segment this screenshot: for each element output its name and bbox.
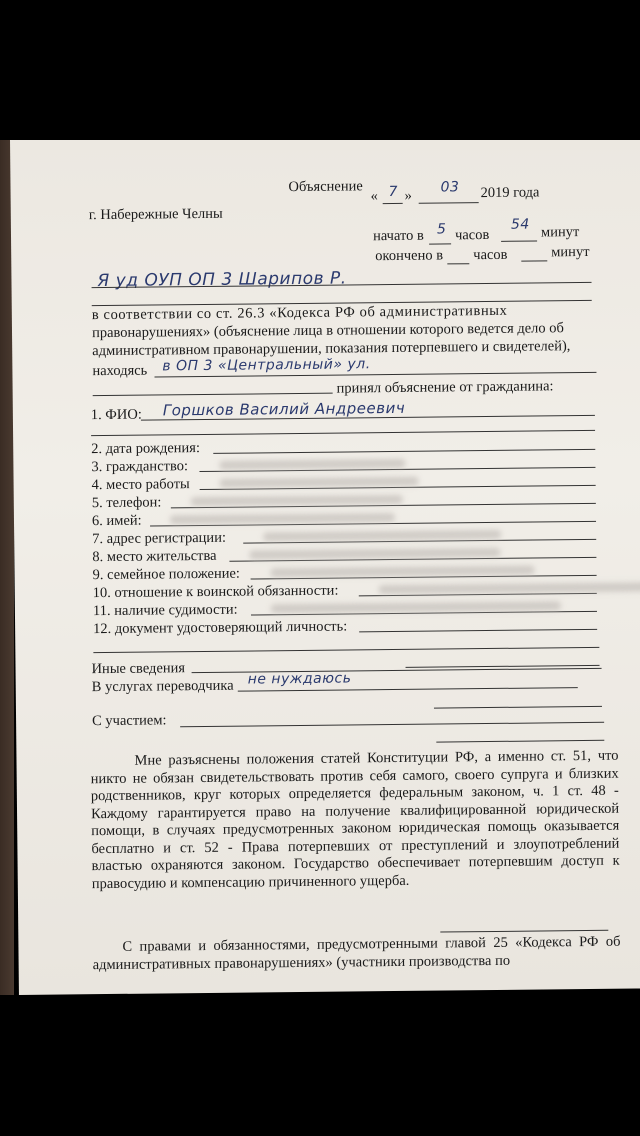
field-label-9: 9. семейное положение:: [92, 565, 240, 584]
translator-line: [238, 687, 578, 692]
location-line-2: [93, 393, 333, 397]
redaction-blur: [379, 582, 640, 594]
translator-handwriting: не нуждаюсь: [247, 670, 352, 688]
document-photo: [0, 140, 640, 995]
field-line-1b: [91, 430, 595, 436]
ended-minutes-word: минут: [551, 243, 590, 261]
location-label: находясь: [92, 362, 148, 380]
field-label-8: 8. место жительства: [92, 547, 217, 566]
field-label-12: 12. документ удостоверяющий личность:: [93, 618, 348, 638]
started-label: начато в: [372, 227, 424, 245]
date-month: 03: [440, 179, 460, 196]
participation-line-2: [436, 740, 604, 743]
legal-intro-line-2: правонарушениях» (объяснение лица в отношении которого ведется дело об: [91, 320, 564, 342]
field-value-1: Горшков Василий Андреевич: [162, 398, 406, 420]
legal-intro-line-1: в соответствии со ст. 26.3 «Кодекса РФ об административных: [91, 302, 508, 324]
rights-paragraph: Мне разъяснены положения статей Конституции РФ, а именно ст. 51, что никто не обязан свидетельствовать против себя самого, своего супруга и близких родственников, круг которых определяется федеральным законом, ч. 1 ст. 48 - Каждому гарантируется право на получение квалифицированной юридической помощи, в случаях предусмотренных законом юридическая помощь оказывается бесплатно и ст. 52 - Права потерпевших от преступлений и злоупотреблений властью охраняются законом. Государство обеспечивает потерпевшим доступ к правосудию и компенсацию причиненного ущерба.: [90, 747, 620, 892]
date-month-line: [419, 202, 479, 204]
started-minutes-word: минут: [540, 224, 580, 241]
location-handwriting: в ОП 3 «Центральный» ул.: [162, 356, 371, 375]
rights-signature-line: [440, 930, 608, 933]
field-label-3: 3. гражданство:: [91, 458, 189, 476]
field-label-10: 10. отношение к воинской обязанности:: [92, 582, 339, 602]
field-line-12: [359, 629, 597, 632]
field-label-4: 4. место работы: [91, 476, 190, 494]
date-open-quote: «: [370, 188, 378, 205]
legal-intro-line-3: административном правонарушении, показания потерпевшего и свидетелей),: [92, 338, 571, 360]
participation-line: [180, 722, 604, 727]
officer-handwriting: Я уд ОУП ОП 3 Шарипов Р.: [97, 268, 347, 292]
translator-label: В услугах переводчика: [91, 677, 234, 696]
started-minute-line: [501, 240, 537, 241]
started-minute: 54: [510, 216, 530, 233]
field-label-2: 2. дата рождения:: [91, 440, 201, 458]
received-label: принял объяснение от гражданина:: [336, 378, 554, 397]
field-label-11: 11. наличие судимости:: [92, 601, 238, 620]
field-line-2: [213, 449, 595, 454]
city-label: г. Набережные Челны: [88, 205, 223, 224]
field-label-7: 7. адрес регистрации:: [92, 529, 227, 548]
date-year: 2019 года: [480, 184, 540, 202]
ended-hours-word: часов: [473, 246, 508, 264]
document-title: Объяснение: [288, 178, 363, 196]
other-info-label: Иные сведения: [91, 660, 186, 678]
duties-paragraph: С правами и обязанностями, предусмотренными главой 25 «Кодекса РФ об административных правонарушениях» (участники производства по: [92, 933, 621, 973]
field-label-1: 1. ФИО:: [90, 406, 142, 424]
field-label-6: 6. имей:: [91, 512, 142, 530]
ended-hour-line: [447, 263, 469, 264]
started-hours-word: часов: [454, 226, 490, 244]
ended-minute-line: [521, 260, 547, 261]
field-label-5: 5. телефон:: [91, 494, 162, 512]
started-hour-line: [429, 243, 451, 244]
paper-sheet: [10, 140, 640, 995]
participation-label: С участием:: [92, 712, 167, 730]
ended-label: окончено в: [375, 247, 444, 265]
date-day: 7: [388, 183, 399, 201]
date-close-quote: »: [404, 187, 412, 204]
translator-line-2: [434, 706, 602, 709]
started-hour: 5: [436, 221, 447, 238]
field-line-extra-1: [93, 647, 599, 653]
date-day-line: [383, 203, 403, 204]
